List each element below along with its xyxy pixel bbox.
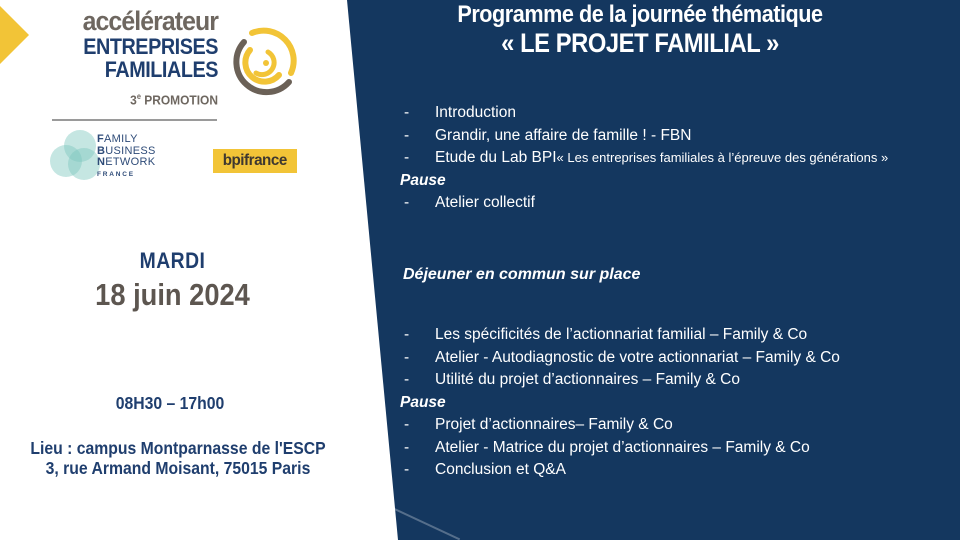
- afternoon-schedule: [400, 324, 956, 482]
- program-item-label: Projet d’actionnaires– Family & Co: [435, 416, 673, 433]
- bullet-dash: -: [404, 461, 410, 478]
- accelerateur-logo: [40, 8, 218, 107]
- program-item-label: Conclusion et Q&A: [435, 461, 566, 478]
- promotion-label: 3e PROMOTION: [130, 92, 218, 108]
- hours-label: 08H30 – 17h00: [115, 393, 225, 413]
- morning-schedule: [400, 102, 956, 215]
- bullet-dash: -: [404, 126, 410, 144]
- bullet-dash: -: [404, 104, 410, 121]
- program-item: [400, 324, 956, 347]
- program-item: [400, 347, 956, 370]
- bpifrance-wordmark: bpifrance: [222, 152, 288, 169]
- program-item: [400, 102, 956, 125]
- program-item-label: Les spécificités de l’actionnariat familial – Family & Co: [435, 326, 808, 343]
- fbn-logo: [50, 130, 210, 188]
- pause-item: [400, 392, 956, 415]
- program-item: [400, 192, 956, 215]
- program-item-label: Atelier collectif: [435, 194, 535, 211]
- lunch-note: Déjeuner en commun sur place: [403, 266, 641, 283]
- program-item-label: Atelier - Autodiagnostic de votre actionnariat – Family & Co: [435, 348, 840, 366]
- program-item-label: Introduction: [435, 104, 516, 121]
- venue-block: [18, 439, 338, 478]
- program-item: [400, 414, 956, 437]
- program-item-label: Utilité du projet d’actionnaires – Family & Co: [435, 371, 740, 388]
- date-label: 18 juin 2024: [95, 277, 250, 312]
- bullet-dash: -: [404, 438, 410, 456]
- logo-divider: [52, 119, 217, 121]
- program-item: [400, 369, 956, 392]
- program-item-label: Atelier - Matrice du projet d’actionnaires – Family & Co: [435, 438, 810, 456]
- bullet-dash: -: [404, 194, 410, 211]
- bullet-dash: -: [404, 348, 410, 366]
- program-title-line2: « LE PROJET FAMILIAL »: [501, 28, 779, 58]
- venue-line2: 3, rue Armand Moisant, 75015 Paris: [45, 457, 311, 478]
- program-item-label: Pause: [400, 171, 446, 189]
- program-title-line1: Programme de la journée thématique: [457, 1, 823, 28]
- weekday-label: MARDI: [139, 248, 206, 273]
- familiales-wordmark: FAMILIALES: [104, 57, 218, 82]
- program-item: [400, 125, 956, 148]
- program-item-label: Etude du Lab BPI: [435, 149, 557, 166]
- accelerateur-wordmark: accélérateur: [82, 6, 218, 36]
- fbn-country-label: FRANCE: [97, 170, 135, 178]
- fbn-wordmark: FAMILY BUSINESS NETWORK FRANCE: [97, 133, 156, 178]
- bpifrance-logo: [213, 149, 297, 173]
- program-item-label: Grandir, une affaire de famille ! - FBN: [435, 126, 692, 144]
- arrow-right-icon: [0, 6, 29, 64]
- program-item-quote: « Les entreprises familiales à l’épreuve des générations »: [556, 150, 889, 165]
- program-item: [400, 437, 956, 460]
- program-item: [400, 459, 956, 482]
- bullet-dash: -: [404, 326, 410, 343]
- pause-item: [400, 170, 956, 193]
- venue-line1: Lieu : campus Montparnasse de l'ESCP: [30, 438, 326, 458]
- bullet-dash: -: [404, 416, 410, 433]
- program-item: [400, 147, 956, 170]
- program-item-label: Pause: [400, 393, 446, 411]
- spiral-logo-icon: [221, 25, 303, 99]
- bullet-dash: -: [404, 371, 410, 388]
- bullet-dash: -: [404, 149, 410, 166]
- entreprises-wordmark: ENTREPRISES: [83, 34, 218, 59]
- program-title: [370, 2, 910, 58]
